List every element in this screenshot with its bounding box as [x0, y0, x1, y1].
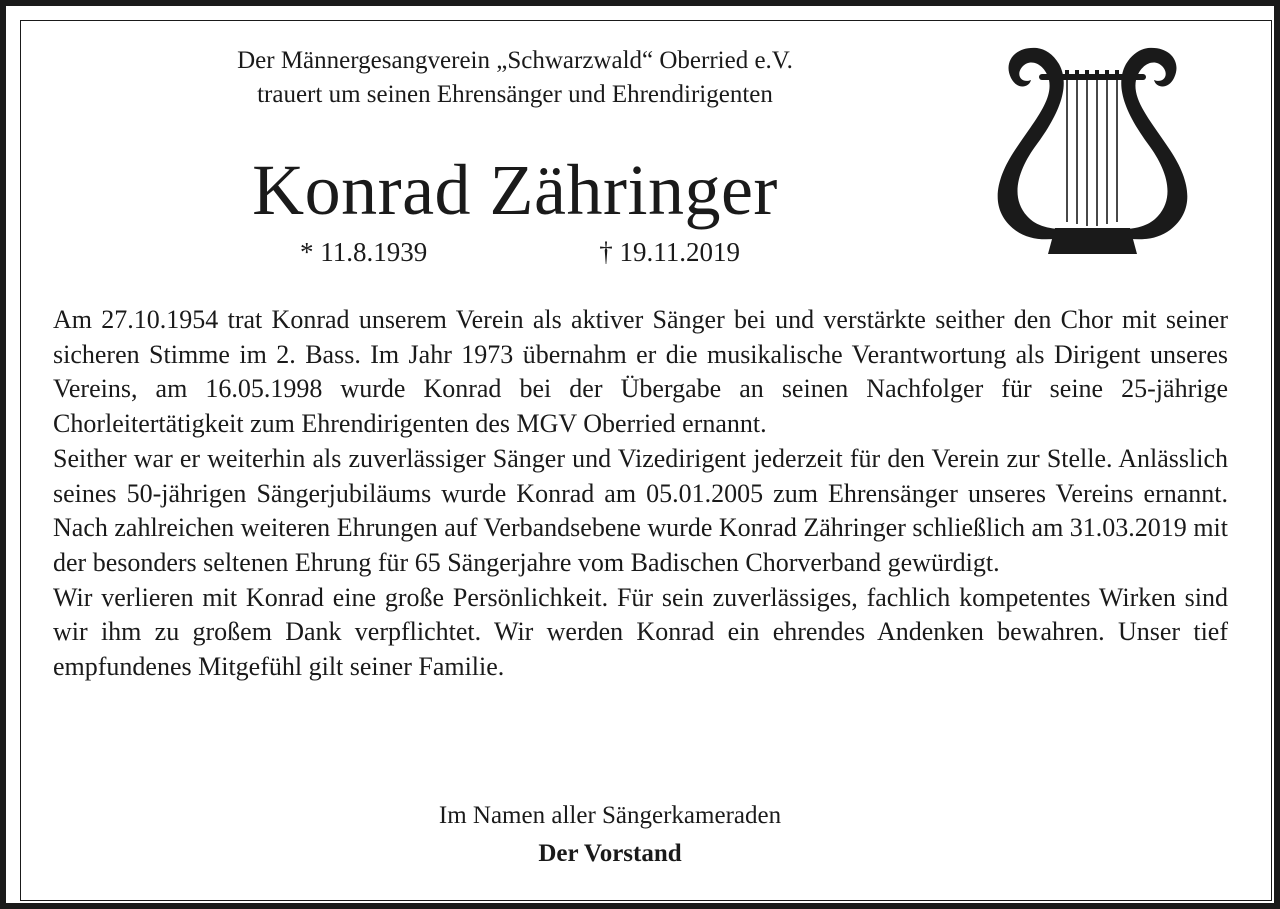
obituary-text [53, 303, 1228, 685]
obituary-paragraph-3: Wir verlieren mit Konrad eine große Persönlichkeit. Für sein zuverlässiges, fachlich kompetentes Wirken sind wir ihm zu großem Dank verpflichtet. Wir werden Konrad ein ehrendes Andenken bewahren. Unser tief empfundenes Mitgefühl gilt seiner Familie. [53, 582, 1228, 682]
deceased-name: Konrad Zähringer [252, 150, 778, 230]
closing-block [310, 797, 910, 873]
lyre-icon [975, 40, 1210, 258]
life-dates [300, 234, 740, 270]
signer: Der Vorstand [538, 840, 682, 867]
header-association-line: Der Männergesangverein „Schwarzwald“ Oberried e.V. [237, 47, 793, 74]
notice-header [100, 44, 930, 112]
header-mourning-line: trauert um seinen Ehrensänger und Ehrendirigenten [257, 81, 773, 108]
closing-line: Im Namen aller Sängerkameraden [438, 802, 782, 829]
obituary-paragraph-1: Am 27.10.1954 trat Konrad unserem Verein als aktiver Sänger bei und verstärkte seither den Chor mit seiner sicheren Stimme im 2. Bass. Im Jahr 1973 übernahm er die musikalische Verantwortung als Dirigent unseres Vereins, am 16.05.1998 wurde Konrad bei der Übergabe an seinen Nachfolger für seine 25-jährige Chorleitertätigkeit zum Ehrendirigenten des MGV Oberried ernannt. [53, 305, 1228, 439]
birth-date: * 11.8.1939 [300, 237, 428, 267]
obituary-paragraph-2: Seither war er weiterhin als zuverlässiger Sänger und Vizedirigent jederzeit für den Verein zur Stelle. Anlässlich seines 50-jährigen Sängerjubiläums wurde Konrad am 05.01.2005 zum Ehrensänger unseres Vereins ernannt. Nach zahlreichen weiteren Ehrungen auf Verbandsebene wurde Konrad Zähringer schließlich am 31.03.2019 mit der besonders seltenen Ehrung für 65 Sängerjahre vom Badischen Chorverband gewürdigt. [53, 443, 1228, 577]
death-date: † 19.11.2019 [599, 237, 740, 267]
